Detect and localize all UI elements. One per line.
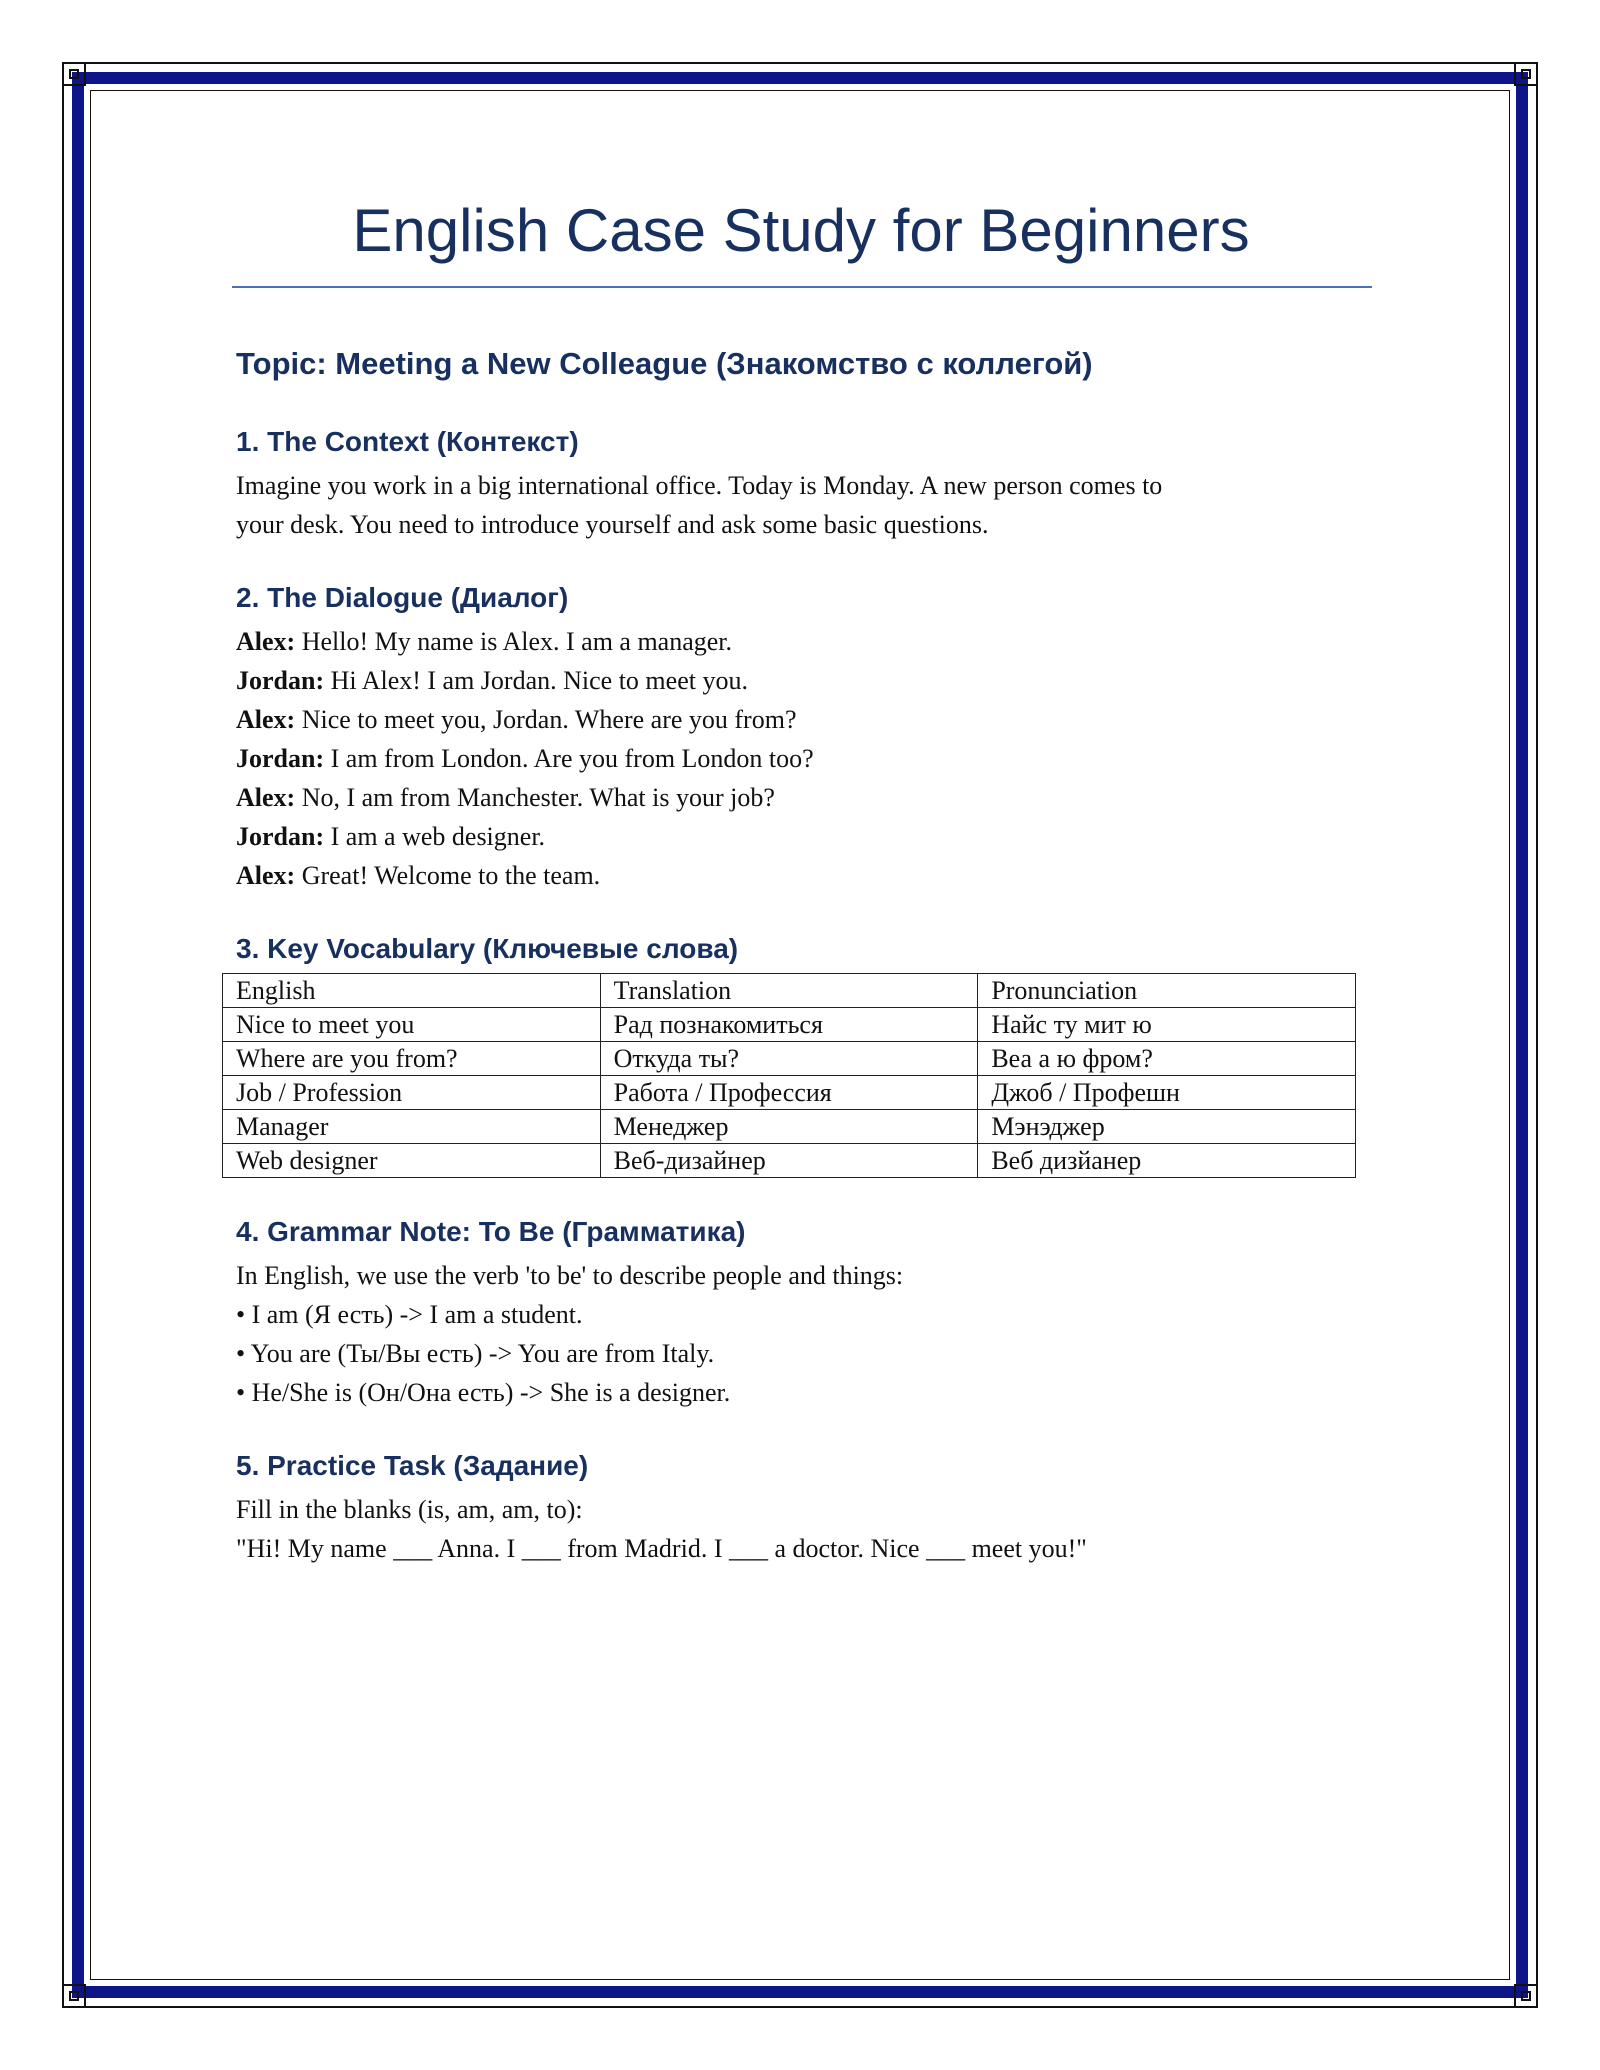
section-heading-practice: 5. Practice Task (Задание) [236,1450,589,1481]
cell-english: Where are you from? [223,1042,601,1076]
dialogue-line [236,622,1366,661]
speaker-name: Alex: [236,705,296,734]
dialogue-line [236,661,1366,700]
speaker-name: Jordan: [236,822,325,851]
cell-pronunciation: Мэнэджер [978,1110,1356,1144]
cell-pronunciation: Веб дизйанер [978,1144,1356,1178]
dialogue-line [236,778,1366,817]
table-row [223,1110,1356,1144]
cell-english: Job / Profession [223,1076,601,1110]
dialogue-text: No, I am from Manchester. What is your job? [295,783,775,812]
grammar-bullet: • I am (Я есть) -> I am a student. [236,1300,583,1329]
cell-translation: Работа / Профессия [600,1076,978,1110]
practice-instruction: Fill in the blanks (is, am, am, to): [236,1495,583,1524]
speaker-name: Alex: [236,783,296,812]
table-row [223,1008,1356,1042]
dialogue-text: Great! Welcome to the team. [295,861,601,890]
dialogue-text: Hello! My name is Alex. I am a manager. [295,627,733,656]
section-heading-grammar: 4. Grammar Note: To Be (Грамматика) [236,1216,746,1247]
dialogue-line [236,739,1366,778]
speaker-name: Alex: [236,627,296,656]
table-row [223,1144,1356,1178]
document-title: English Case Study for Beginners [352,197,1250,264]
practice-sentence: "Hi! My name ___ Anna. I ___ from Madrid. I ___ a doctor. Nice ___ meet you!" [236,1534,1087,1563]
section-practice [236,1448,1366,1568]
cell-pronunciation: Найс ту мит ю [978,1008,1356,1042]
topic-heading: Topic: Meeting a New Colleague (Знакомство с коллегой) [236,346,1093,381]
speaker-name: Jordan: [236,744,325,773]
column-header-pronunciation: Pronunciation [978,974,1356,1008]
cell-translation: Менеджер [600,1110,978,1144]
cell-translation: Веб-дизайнер [600,1144,978,1178]
column-header-translation: Translation [600,974,978,1008]
dialogue-line [236,856,1366,895]
section-dialogue [236,580,1366,895]
dialogue-line [236,700,1366,739]
context-line: Imagine you work in a big international office. Today is Monday. A new person comes to [236,471,1163,500]
corner-ornament-bottom-right [1514,1984,1538,2008]
table-header-row [223,974,1356,1008]
table-row [223,1076,1356,1110]
grammar-intro: In English, we use the verb 'to be' to describe people and things: [236,1261,904,1290]
cell-pronunciation: Веа а ю фром? [978,1042,1356,1076]
cell-translation: Рад познакомиться [600,1008,978,1042]
grammar-bullet: • He/She is (Он/Она есть) -> She is a designer. [236,1378,731,1407]
table-row [223,1042,1356,1076]
cell-pronunciation: Джоб / Профешн [978,1076,1356,1110]
document-body [236,190,1366,1568]
title-underline [232,286,1372,288]
section-vocabulary [236,931,1366,1178]
speaker-name: Alex: [236,861,296,890]
dialogue-text: Hi Alex! I am Jordan. Nice to meet you. [324,666,748,695]
dialogue-text: I am from London. Are you from London too? [324,744,814,773]
context-line: your desk. You need to introduce yourself and ask some basic questions. [236,510,989,539]
corner-ornament-bottom-left [62,1984,86,2008]
speaker-name: Jordan: [236,666,325,695]
section-context [236,424,1366,544]
corner-ornament-top-right [1514,62,1538,86]
section-heading-vocabulary: 3. Key Vocabulary (Ключевые слова) [236,933,739,964]
grammar-bullet: • You are (Ты/Вы есть) -> You are from Italy. [236,1339,715,1368]
dialogue-text: I am a web designer. [324,822,546,851]
cell-translation: Откуда ты? [600,1042,978,1076]
cell-english: Web designer [223,1144,601,1178]
dialogue-line [236,817,1366,856]
vocabulary-table [222,973,1356,1178]
column-header-english: English [223,974,601,1008]
cell-english: Nice to meet you [223,1008,601,1042]
corner-ornament-top-left [62,62,86,86]
section-grammar [236,1214,1366,1412]
section-heading-dialogue: 2. The Dialogue (Диалог) [236,582,569,613]
section-heading-context: 1. The Context (Контекст) [236,426,579,457]
dialogue-text: Nice to meet you, Jordan. Where are you from? [295,705,797,734]
cell-english: Manager [223,1110,601,1144]
